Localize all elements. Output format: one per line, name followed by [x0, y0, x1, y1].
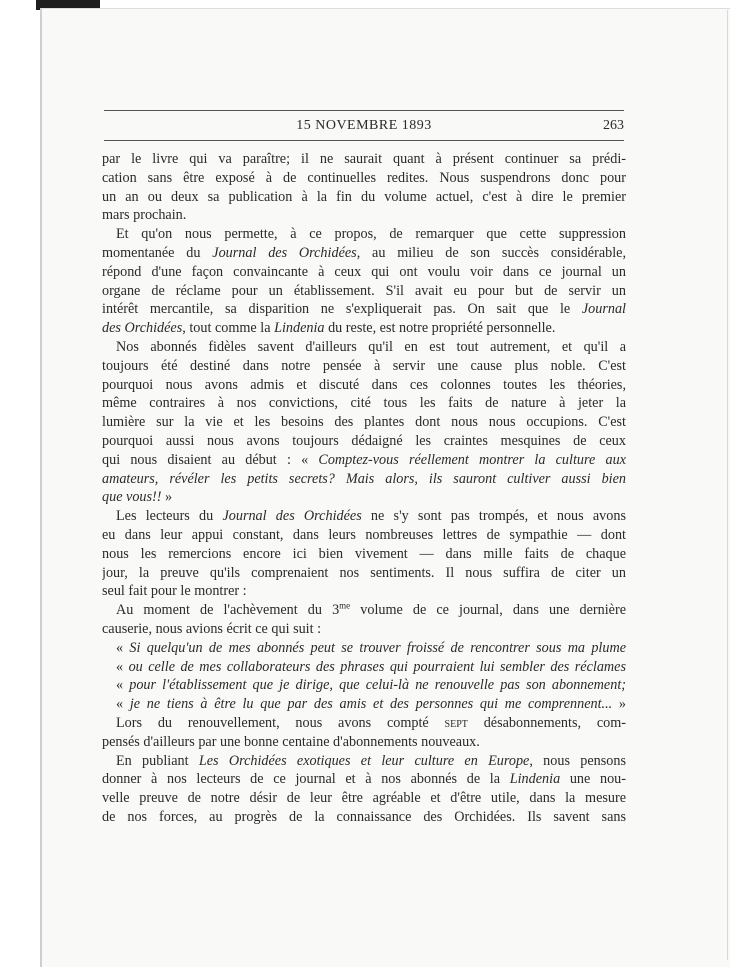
text-line [102, 507, 626, 526]
text-segment: cation sans être exposé à de continuelles redites. Nous suspendrons donc pour [102, 169, 626, 186]
text-line [102, 770, 626, 789]
text-line [102, 733, 626, 752]
text-line [102, 545, 626, 564]
text-segment: Comptez-vous réellement montrer la culture aux [318, 451, 626, 468]
text-segment: que vous!! [102, 489, 162, 506]
text-segment: , tout comme la [182, 320, 275, 337]
text-segment: une nou- [560, 771, 626, 788]
text-line [102, 282, 626, 301]
text-segment: volume de ce journal, dans une dernière [350, 602, 626, 619]
text-line [102, 488, 626, 507]
text-line [102, 206, 626, 225]
text-segment: pour l'établissement que je dirige, que celui-là ne renouvelle pas son abonnement; [129, 677, 626, 694]
text-segment: Au moment de l'achèvement du 3 [116, 602, 340, 619]
text-segment: donner à nos lecteurs de ce journal et à nos abonnés de la [102, 771, 510, 788]
text-segment: pourquoi aussi nous avons toujours dédaigné les craintes mesquines de ceux [102, 432, 626, 449]
text-segment: mars prochain. [102, 207, 187, 224]
text-segment: même contraires à nos convictions, cité tous les faits de nature à jeter la [102, 395, 626, 412]
text-line [102, 413, 626, 432]
page-edge-line [727, 10, 728, 960]
text-line [102, 526, 626, 545]
text-segment: lumière sur la vie et les besoins des plantes dont nous nous occupions. C'est [102, 414, 626, 431]
text-line [102, 676, 626, 695]
text-segment: Journal [581, 301, 626, 318]
text-segment: Lindenia [274, 320, 325, 337]
text-line [102, 300, 626, 319]
text-line [102, 695, 626, 714]
text-segment: Lors du renouvellement, nous avons compté [116, 714, 445, 731]
text-line [102, 150, 626, 169]
text-segment: du reste, est notre propriété personnelle. [324, 320, 556, 337]
text-segment: Journal des Orchidées [212, 244, 357, 261]
running-header [104, 118, 624, 138]
text-line [102, 263, 626, 282]
text-segment: de nos forces, au progrès de la connaissance des Orchidées. Ils savent sans [102, 808, 626, 825]
text-segment: me [339, 601, 351, 611]
text-segment: toujours été destiné dans notre pensée à servir une cause plus noble. C'est [102, 357, 626, 374]
header-date: 15 NOVEMBRE 1893 [296, 118, 432, 133]
text-line [102, 582, 626, 601]
header-bottom-rule [104, 140, 624, 141]
text-segment: Journal des Orchidées [222, 508, 362, 525]
text-segment: amateurs, révéler les petits secrets? Mais alors, ils sauront cultiver aussi bien [102, 470, 626, 487]
text-line [102, 188, 626, 207]
text-line [102, 432, 626, 451]
text-segment: Si quelqu'un de mes abonnés peut se trouver froissé de rencontrer sous ma plume [129, 639, 626, 656]
text-line [102, 601, 626, 620]
text-line [102, 376, 626, 395]
text-segment: Les lecteurs du [116, 508, 223, 525]
text-segment: par le livre qui va paraître; il ne saurait quant à présent continuer sa prédi- [102, 151, 626, 167]
text-segment: , au milieu de son succès considérable, [356, 244, 626, 261]
text-segment: Nos abonnés fidèles savent d'ailleurs qu'il en est tout autrement, et qu'il a [116, 338, 626, 355]
text-line [102, 658, 626, 677]
text-segment: jour, la preuve qu'ils comprenaient nos sentiments. Il nous suffira de citer un [102, 564, 626, 581]
text-segment: ou celle de mes collaborateurs des phrases qui pourraient lui sembler des réclames [128, 658, 626, 675]
text-segment: intérêt mercantile, sa disparition ne s'expliquerait pas. On sait que le [102, 301, 582, 318]
text-segment: , nous pensons [529, 752, 626, 769]
text-segment: répond d'une façon convaincante à ceux qui ont voulu voir dans ce journal un [102, 263, 626, 280]
text-line [102, 169, 626, 188]
text-segment: Et qu'on nous permette, à ce propos, de remarquer que cette suppression [116, 226, 626, 243]
text-segment: Lindenia [509, 771, 561, 788]
text-line [102, 564, 626, 583]
text-segment: un an ou deux sa publication à la fin du volume actuel, c'est à dire le premier [102, 188, 626, 205]
text-line [102, 470, 626, 489]
text-line [102, 451, 626, 470]
text-segment: » [612, 696, 626, 713]
text-segment: pourquoi nous avons admis et discuté dans ces colonnes toutes les théories, [102, 376, 626, 393]
header-top-rule [104, 110, 624, 111]
text-segment: En publiant [116, 752, 199, 769]
text-segment: qui nous disaient au début : « [102, 451, 319, 468]
body-text [102, 150, 626, 827]
text-segment: eu dans leur appui constant, dans leurs nombreuses lettres de sympathie — dont [102, 526, 626, 543]
text-line [102, 338, 626, 357]
text-segment: des Orchidées [102, 320, 183, 337]
text-line [102, 225, 626, 244]
text-segment: « [116, 658, 129, 675]
text-segment: seul fait pour le montrer : [102, 583, 247, 600]
text-segment: désabonnements, com- [467, 714, 626, 731]
text-segment: momentanée du [102, 244, 213, 261]
text-segment: » [161, 489, 173, 506]
text-segment: causerie, nous avions écrit ce qui suit : [102, 620, 322, 637]
text-line [102, 394, 626, 413]
text-segment: « [116, 677, 130, 694]
text-segment: ne s'y sont pas trompés, et nous avons [361, 508, 626, 525]
text-segment: pensés d'ailleurs par une bonne centaine d'abonnements nouveaux. [102, 733, 480, 750]
text-segment: velle preuve de notre désir de leur être agréable et d'être utile, dans la mesure [102, 790, 626, 807]
text-line [102, 714, 626, 733]
text-line [102, 808, 626, 827]
text-line [102, 789, 626, 808]
text-segment: sept [444, 714, 468, 731]
text-segment: « [116, 696, 130, 713]
text-line [102, 357, 626, 376]
text-line [102, 319, 626, 338]
text-segment: « [116, 639, 130, 656]
text-line [102, 620, 626, 639]
text-segment: nous les remercions encore ici bien vivement — dans mille faits de chaque [102, 545, 626, 562]
text-segment: je ne tiens à être lu que par des amis et des personnes qui me comprennent... [129, 696, 613, 713]
text-line [102, 244, 626, 263]
page-number: 263 [603, 118, 624, 133]
text-line [102, 752, 626, 771]
text-line [102, 639, 626, 658]
text-segment: Les Orchidées exotiques et leur culture en Europe [198, 752, 530, 769]
text-segment: organe de réclame pour un établissement. S'il avait eu pour but de servir un [102, 282, 626, 299]
